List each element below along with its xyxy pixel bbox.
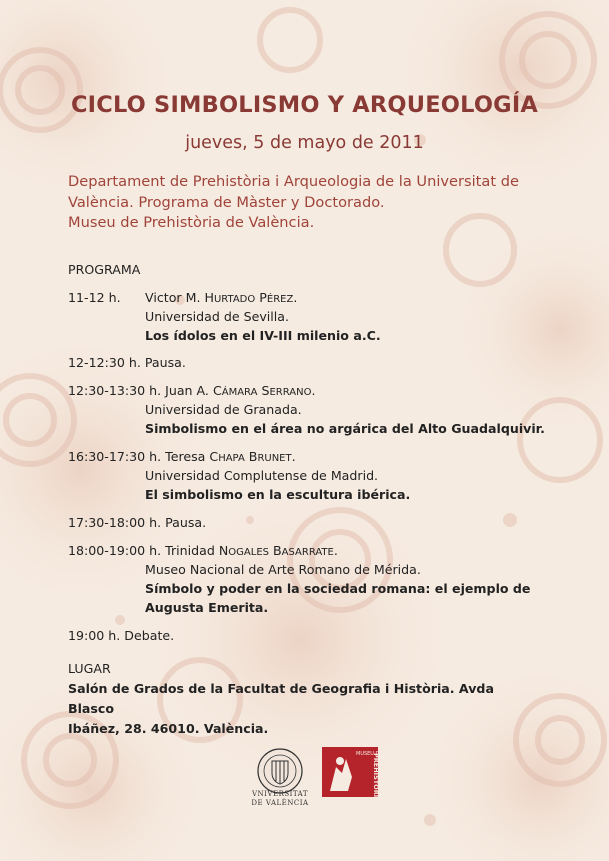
session-time: 11-12 h. [68,290,121,305]
session-time: 16:30-17:30 h. Teresa CHAPA BRUNET. [68,449,296,464]
session-pause: 12-12:30 h. Pausa. [68,355,186,370]
venue-address: Salón de Grados de la Facultat de Geografia i Història. Avda Blasco Ibáñez, 28. 46010. València. [68,681,494,736]
session-talk-title: Los ídolos en el IV-III milenio a.C. [145,328,381,343]
session-talk-title: Símbolo y poder en la sociedad romana: el ejemplo de [145,581,531,596]
university-name-line1: VNIVERSITAT [251,790,309,798]
venue-heading: LUGAR [68,661,111,676]
session-talk-title: El simbolismo en la escultura ibérica. [145,487,411,502]
session-pause: 17:30-18:00 h. Pausa. [68,515,207,530]
organizer-line: València. Programa de Màster y Doctorado. [68,193,385,211]
session-institution: Universidad Complutense de Madrid. [145,468,379,483]
session-speaker: Victor M. HURTADO PÉREZ. [145,290,298,305]
museum-logo-label-small: MUSEU DE [356,751,383,757]
session-time: 18:00-19:00 h. Trinidad NOGALES BASARRATE. [68,543,338,558]
session-talk-title: Simbolismo en el área no argárica del Alto Guadalquivir. [145,421,545,436]
organizer-line: Departament de Prehistòria i Arqueologia de la Universitat de [68,173,519,190]
university-name-line2: DE VALÈNCIA [251,799,309,807]
event-date: jueves, 5 de mayo de 2011 [185,133,424,153]
program-heading: PROGRAMA [68,262,141,277]
museum-logo [322,747,383,803]
session-debate: 19:00 h. Debate. [68,628,175,643]
session-time: 12:30-13:30 h. Juan A. CÁMARA SERRANO. [68,383,316,398]
session-institution: Museo Nacional de Arte Romano de Mérida. [145,562,421,577]
session-institution: Universidad de Granada. [145,402,302,417]
organizers [68,172,588,234]
poster-title: CICLO SIMBOLISMO Y ARQUEOLOGÍA [70,92,539,118]
organizer-line: Museu de Prehistòria de València. [68,214,315,231]
session-talk-title: Augusta Emerita. [145,600,269,615]
session-institution: Universidad de Sevilla. [145,309,290,324]
museum-logo-label: PREHISTÒRIA [372,753,380,803]
